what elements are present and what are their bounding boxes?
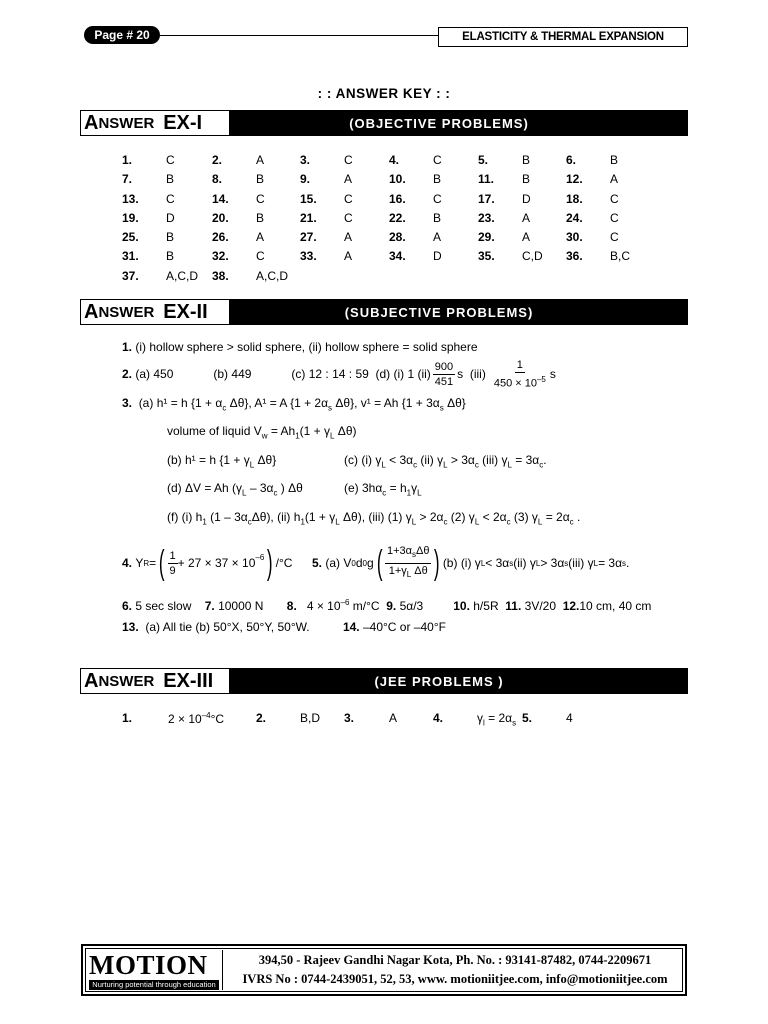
- question-number: 35.: [478, 249, 495, 264]
- answer-key-heading: : : ANSWER KEY : :: [317, 86, 451, 101]
- ex3-answer-2: B,D: [300, 711, 321, 725]
- answer-row: [122, 172, 682, 191]
- question-number: 16.: [389, 191, 406, 206]
- answer-row: [122, 269, 682, 288]
- chapter-title: ELASTICITY & THERMAL EXPANSION: [462, 31, 664, 43]
- answer-choice: B: [522, 153, 531, 167]
- ex3-answer-3: A: [389, 711, 398, 725]
- question-number: 23.: [478, 210, 495, 225]
- question-number: 4.: [389, 153, 400, 167]
- question-number: 21.: [300, 210, 317, 225]
- section-title-ex2: (SUBJECTIVE PROBLEMS): [230, 299, 688, 325]
- question-number: 8.: [212, 172, 223, 187]
- section-title-ex1: (OBJECTIVE PROBLEMS): [230, 110, 688, 136]
- question-number: 3.: [300, 153, 311, 167]
- footer-divider: [222, 950, 223, 990]
- answer-choice: C: [433, 153, 442, 167]
- objective-answer-grid: [122, 153, 682, 288]
- motion-logo: MOTION: [89, 950, 208, 980]
- answer-choice: A: [256, 153, 265, 167]
- answer-choice: B: [610, 153, 619, 167]
- answer-ex2-q3e: (e) $3h\alpha_c = h_1\gamma_L$: [344, 481, 422, 498]
- question-number: 15.: [300, 191, 317, 206]
- ex3-num-3: 3.: [344, 711, 355, 725]
- answer-ex2-q3b: (b) h¹ = h {$1 + \gamma_L$ Δθ}: [167, 453, 277, 470]
- answer-choice: B: [166, 230, 175, 245]
- answer-row: [122, 230, 682, 249]
- question-number: 9.: [300, 172, 311, 187]
- answer-choice: A: [344, 230, 353, 245]
- answer-choice: A: [610, 172, 619, 187]
- question-number: 6.: [566, 153, 577, 167]
- answer-row: [122, 211, 682, 230]
- question-number: 37.: [122, 268, 139, 283]
- answer-choice: A,C,D: [256, 268, 289, 283]
- question-number: 25.: [122, 230, 139, 245]
- answer-choice: A: [522, 210, 531, 225]
- question-number: 22.: [389, 210, 406, 225]
- answer-choice: D: [522, 191, 531, 206]
- answer-ex2-q5: 5. (a) V 0 d 0 g ( $\frac{1+3\alpha_s\Delta\theta}{1+\gamma_L \Delta\theta}$ ) (b) (i) γ L < 3α s (ii) γ L > 3α s (iii) γ L = 3α s .: [312, 544, 630, 582]
- question-number: 31.: [122, 249, 139, 264]
- page-number-badge: [84, 26, 160, 44]
- motion-tagline: Nurturing potential through education: [89, 980, 219, 990]
- answer-ex2-q3a: 3. (a) h¹ = h {$1 + \alpha_c$ Δθ}, A¹ = A {$1 + 2\alpha_s$ Δθ}, v¹ = Ah {$1 + 3\alpha_s$ Δθ}: [122, 396, 466, 413]
- answer-choice: B: [433, 172, 442, 187]
- answer-choice: B,C: [610, 249, 631, 264]
- page-number: Page # 20: [94, 28, 150, 42]
- answer-ex2-q2: 2. (a) 450 (b) 449 (c) 12 : 14 : 59 (d) (i) 1 (ii) $\frac{900}{451}$ s (iii) $\frac{1}{450 \times 10^{-5}}$ s: [122, 358, 556, 390]
- answer-choice: D: [433, 249, 442, 264]
- answer-choice: A: [344, 249, 353, 264]
- answer-choice: A: [433, 230, 442, 245]
- question-number: 10.: [389, 172, 406, 187]
- question-number: 38.: [212, 268, 229, 283]
- question-number: 20.: [212, 210, 229, 225]
- answer-choice: C: [344, 210, 353, 225]
- question-number: 2.: [212, 153, 223, 167]
- answer-choice: C: [166, 153, 175, 167]
- answer-ex2-q13-q14: 13. (a) All tie (b) 50°X, 50°Y, 50°W. 14. –40°C or –40°F: [122, 620, 446, 634]
- answer-ex2-q3d: (d) ΔV = Ah ($\gamma_L - 3\alpha_c$ ) Δθ: [167, 481, 303, 498]
- answer-choice: A: [522, 230, 531, 245]
- answer-choice: B: [166, 249, 175, 264]
- answer-choice: B: [433, 210, 442, 225]
- chapter-title-box: [438, 27, 688, 47]
- answer-ex2-q4: 4. Y R = ( $\frac{1}{9}$ + 27 × 37 × 10 $^{-6}$ ) /°C: [122, 544, 293, 582]
- question-number: 26.: [212, 230, 229, 245]
- answer-choice: B: [256, 172, 265, 187]
- answer-choice: C: [344, 191, 353, 206]
- question-number: 7.: [122, 172, 133, 187]
- section-label-ex1: A NSWER E X-I: [80, 110, 230, 136]
- answer-choice: C: [610, 191, 619, 206]
- answer-choice: C: [166, 191, 175, 206]
- answer-ex2-q1: 1. (i) hollow sphere > solid sphere, (ii) hollow sphere = solid sphere: [122, 340, 478, 354]
- footer-contact: IVRS No : 0744-2439051, 52, 53, www. motioniitjee.com, info@motioniitjee.com: [242, 972, 668, 986]
- answer-row: [122, 153, 682, 172]
- ex3-num-5: 5.: [522, 711, 533, 725]
- answer-choice: C,D: [522, 249, 543, 264]
- answer-row: [122, 249, 682, 268]
- ex3-num-2: 2.: [256, 711, 267, 725]
- answer-ex2-q6-q12: 6. 5 sec slow 7. 10000 N 8. $4 \times 10^{-6}$ m/°C 9. 5α/3 10. h/5R 11. 3V/20 12.10 cm, 40 cm: [122, 598, 652, 613]
- answer-ex2-q3c: (c) (i) $\gamma_L < 3\alpha_c$ (ii) $\gamma_L > 3\alpha_c$ (iii) $\gamma_L = 3\alpha_c$.: [344, 453, 547, 470]
- question-number: 1.: [122, 153, 133, 167]
- question-number: 27.: [300, 230, 317, 245]
- question-number: 33.: [300, 249, 317, 264]
- question-number: 29.: [478, 230, 495, 245]
- section-label-ex3: A NSWER E X-III: [80, 668, 230, 694]
- ex3-answer-5: 4: [566, 711, 573, 725]
- question-number: 19.: [122, 210, 139, 225]
- answer-ex2-q3-volume: volume of liquid $V_w = Ah_1(1 + \gamma_L$ Δθ): [167, 424, 357, 441]
- question-number: 14.: [212, 191, 229, 206]
- question-number: 11.: [478, 172, 495, 187]
- answer-choice: C: [610, 230, 619, 245]
- question-number: 13.: [122, 191, 139, 206]
- answer-choice: B: [256, 210, 265, 225]
- answer-choice: A: [256, 230, 265, 245]
- ex3-num-4: 4.: [433, 711, 444, 725]
- question-number: 5.: [478, 153, 489, 167]
- answer-choice: A,C,D: [166, 268, 199, 283]
- answer-ex2-q3f: (f) (i) $h_1$ $(1 - 3\alpha_c\Delta\theta)$, (ii) $h_1(1 + \gamma_L$ Δθ), (iii) (1) $\gamma_L > 2\alpha_c$ (2) $\gamma_L < 2\alpha_c$ (3) $\gamma_L = 2\alpha_c$ .: [167, 510, 581, 527]
- ex3-answer-4: $\gamma_l = 2\alpha_s$: [477, 711, 517, 728]
- answer-choice: C: [433, 191, 442, 206]
- answer-choice: C: [256, 249, 265, 264]
- question-number: 18.: [566, 191, 583, 206]
- question-number: 12.: [566, 172, 583, 187]
- ex3-num-1: 1.: [122, 711, 133, 725]
- answer-choice: A: [344, 172, 353, 187]
- answer-choice: C: [610, 210, 619, 225]
- question-number: 24.: [566, 210, 583, 225]
- question-number: 36.: [566, 249, 583, 264]
- answer-choice: B: [522, 172, 531, 187]
- answer-choice: C: [256, 191, 265, 206]
- answer-choice: B: [166, 172, 175, 187]
- question-number: 32.: [212, 249, 229, 264]
- answer-row: [122, 192, 682, 211]
- ex3-answer-1: $2 \times 10^{-4}^\circ C$: [168, 711, 225, 726]
- question-number: 34.: [389, 249, 406, 264]
- answer-choice: C: [344, 153, 353, 167]
- section-label-ex2: A NSWER E X-II: [80, 299, 230, 325]
- answer-choice: D: [166, 210, 175, 225]
- question-number: 30.: [566, 230, 583, 245]
- question-number: 17.: [478, 191, 495, 206]
- section-title-ex3: (JEE PROBLEMS ): [230, 668, 688, 694]
- header-rule: [160, 35, 438, 36]
- question-number: 28.: [389, 230, 406, 245]
- footer-address: 394,50 - Rajeev Gandhi Nagar Kota, Ph. No. : 93141-87482, 0744-2209671: [258, 953, 652, 967]
